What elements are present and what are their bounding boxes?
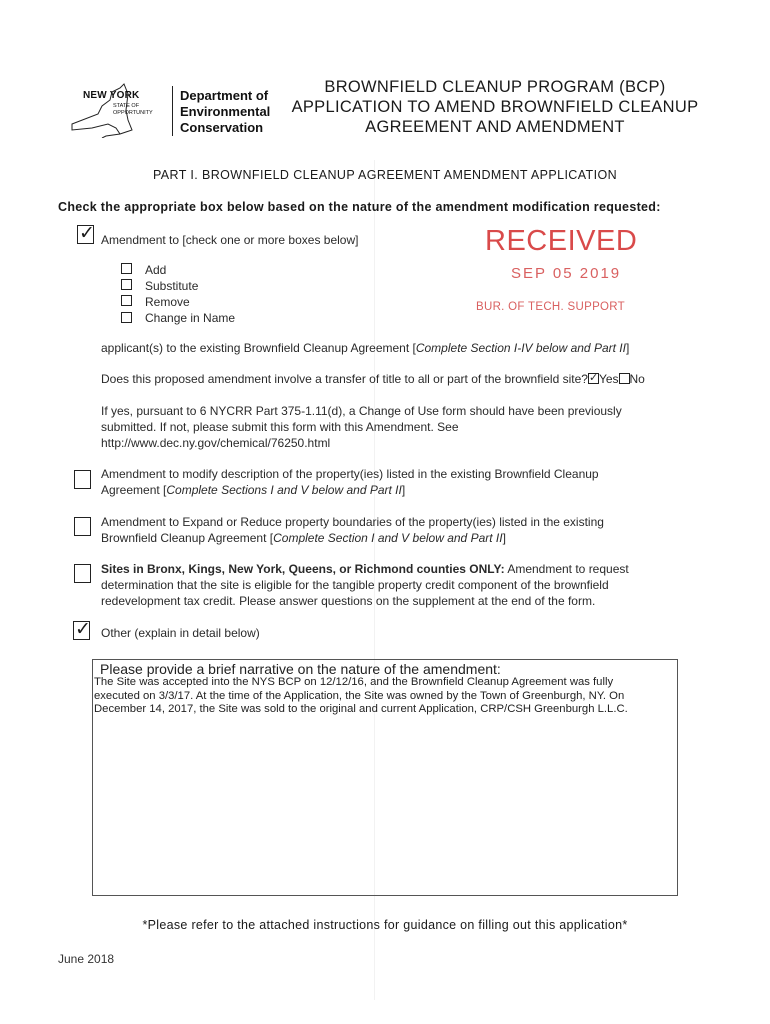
applicant-line-prefix: applicant(s) to the existing Brownfield Cleanup Agreement [ [101, 341, 416, 355]
expand-reduce-text [101, 514, 604, 546]
change-in-name-checkbox[interactable] [121, 312, 132, 323]
received-stamp-bureau: BUR. OF TECH. SUPPORT [476, 301, 626, 313]
ny-logo-sub-line1: STATE OF [113, 103, 140, 109]
modify-line2-prefix: Agreement [ [101, 483, 167, 497]
narrative-line2: executed on 3/3/17. At the time of the Application, the Site was owned by the Town of Greenburgh, NY. On [94, 689, 625, 702]
add-label: Add [145, 263, 167, 277]
expand-line2 [101, 530, 604, 546]
applicant-line [101, 340, 629, 356]
narrative-line1: The Site was accepted into the NYS BCP on 12/12/16, and the Brownfield Cleanup Agreement was fully [94, 676, 614, 688]
applicant-line-suffix: ] [625, 341, 630, 355]
title-line2: APPLICATION TO AMEND BROWNFIELD CLEANUP [291, 98, 699, 116]
agency-line1: Department of [180, 88, 269, 103]
sites-line1-rest: Amendment to request [504, 562, 629, 576]
amendment-to-checkbox[interactable] [77, 222, 95, 244]
title-line1: BROWNFIELD CLEANUP PROGRAM (BCP) [324, 78, 666, 96]
expand-reduce-checkbox[interactable] [74, 517, 91, 536]
transfer-no-label: No [629, 372, 645, 386]
expand-line1: Amendment to Expand or Reduce property boundaries of the property(ies) listed in the existing [101, 515, 604, 529]
part-heading: PART I. BROWNFIELD CLEANUP AGREEMENT AMENDMENT APPLICATION [152, 168, 618, 182]
checkmark-icon: ✓ [79, 222, 95, 244]
if-yes-link[interactable]: http://www.dec.ny.gov/chemical/76250.html [101, 436, 331, 450]
title-line3: AGREEMENT AND AMENDMENT [365, 118, 625, 136]
ny-logo-sub-line2: OPPORTUNITY [113, 109, 153, 116]
transfer-yes-checkbox[interactable] [588, 373, 599, 384]
checkmark-icon: ✓ [588, 371, 599, 384]
sites-line1 [101, 561, 629, 577]
expand-line2-prefix: Brownfield Cleanup Agreement [ [101, 531, 274, 545]
logo-divider [172, 86, 173, 136]
agency-name [180, 88, 270, 136]
agency-line2: Environmental [180, 104, 271, 119]
document-title [280, 77, 710, 137]
other-label: Other (explain in detail below) [101, 626, 260, 640]
modify-line1: Amendment to modify description of the property(ies) listed in the existing Brownfield Cleanup [101, 467, 599, 481]
other-checkbox[interactable] [73, 618, 91, 640]
remove-label: Remove [145, 295, 190, 309]
agency-line3: Conservation [180, 120, 264, 135]
checkmark-icon: ✓ [75, 618, 91, 640]
remove-checkbox[interactable] [121, 295, 132, 306]
applicant-line-italic: Complete Section I-IV below and Part II [415, 341, 626, 355]
expand-line2-suffix: ] [502, 531, 506, 545]
received-stamp: RECEIVED [485, 225, 638, 257]
modify-line2-suffix: ] [401, 483, 406, 497]
if-yes-line2: submitted. If not, please submit this form with this Amendment. See [101, 420, 459, 434]
narrative-line3: December 14, 2017, the Site was sold to the original and current Application, CRP/CSH Greenburgh L.L.C. [94, 703, 628, 715]
narrative-prompt: Please provide a brief narrative on the nature of the amendment: [100, 661, 501, 677]
transfer-question: Does this proposed amendment involve a transfer of title to all or part of the brownfield site? [101, 372, 588, 386]
form-date: June 2018 [58, 952, 115, 966]
ny-logo-subtitle [113, 103, 153, 116]
if-yes-paragraph [101, 403, 622, 451]
modify-line2-italic: Complete Sections I and V below and Part II [166, 483, 402, 497]
substitute-label: Substitute [145, 279, 199, 293]
modify-line2 [101, 482, 599, 498]
sites-text [101, 561, 629, 609]
footer-instructions-note: *Please refer to the attached instructions for guidance on filling out this application* [142, 918, 628, 932]
change-in-name-label: Change in Name [145, 311, 236, 325]
received-stamp-date: SEP 05 2019 [511, 265, 622, 282]
modify-description-text [101, 466, 599, 498]
substitute-checkbox[interactable] [121, 279, 132, 290]
transfer-question-line [101, 371, 645, 387]
add-checkbox[interactable] [121, 263, 132, 274]
sites-line2: determination that the site is eligible for the tangible property credit component of the brownfield [101, 578, 609, 592]
transfer-yes-label: Yes [598, 372, 619, 386]
amendment-to-label: Amendment to [check one or more boxes below] [101, 233, 359, 247]
transfer-no-checkbox[interactable] [619, 373, 630, 384]
expand-line2-italic: Complete Section I and V below and Part II [273, 531, 503, 545]
modify-description-checkbox[interactable] [74, 470, 91, 489]
if-yes-line1: If yes, pursuant to 6 NYCRR Part 375-1.11(d), a Change of Use form should have been previously [101, 404, 622, 418]
sites-line1-bold: Sites in Bronx, Kings, New York, Queens, or Richmond counties ONLY: [101, 562, 505, 576]
sites-tangible-credit-checkbox[interactable] [74, 564, 91, 583]
narrative-text [94, 676, 684, 717]
ny-logo-word: NEW YORK [83, 90, 140, 101]
instruction-text: Check the appropriate box below based on the nature of the amendment modification requested: [58, 200, 661, 214]
sites-line3: redevelopment tax credit. Please answer questions on the supplement at the end of the form. [101, 594, 596, 608]
